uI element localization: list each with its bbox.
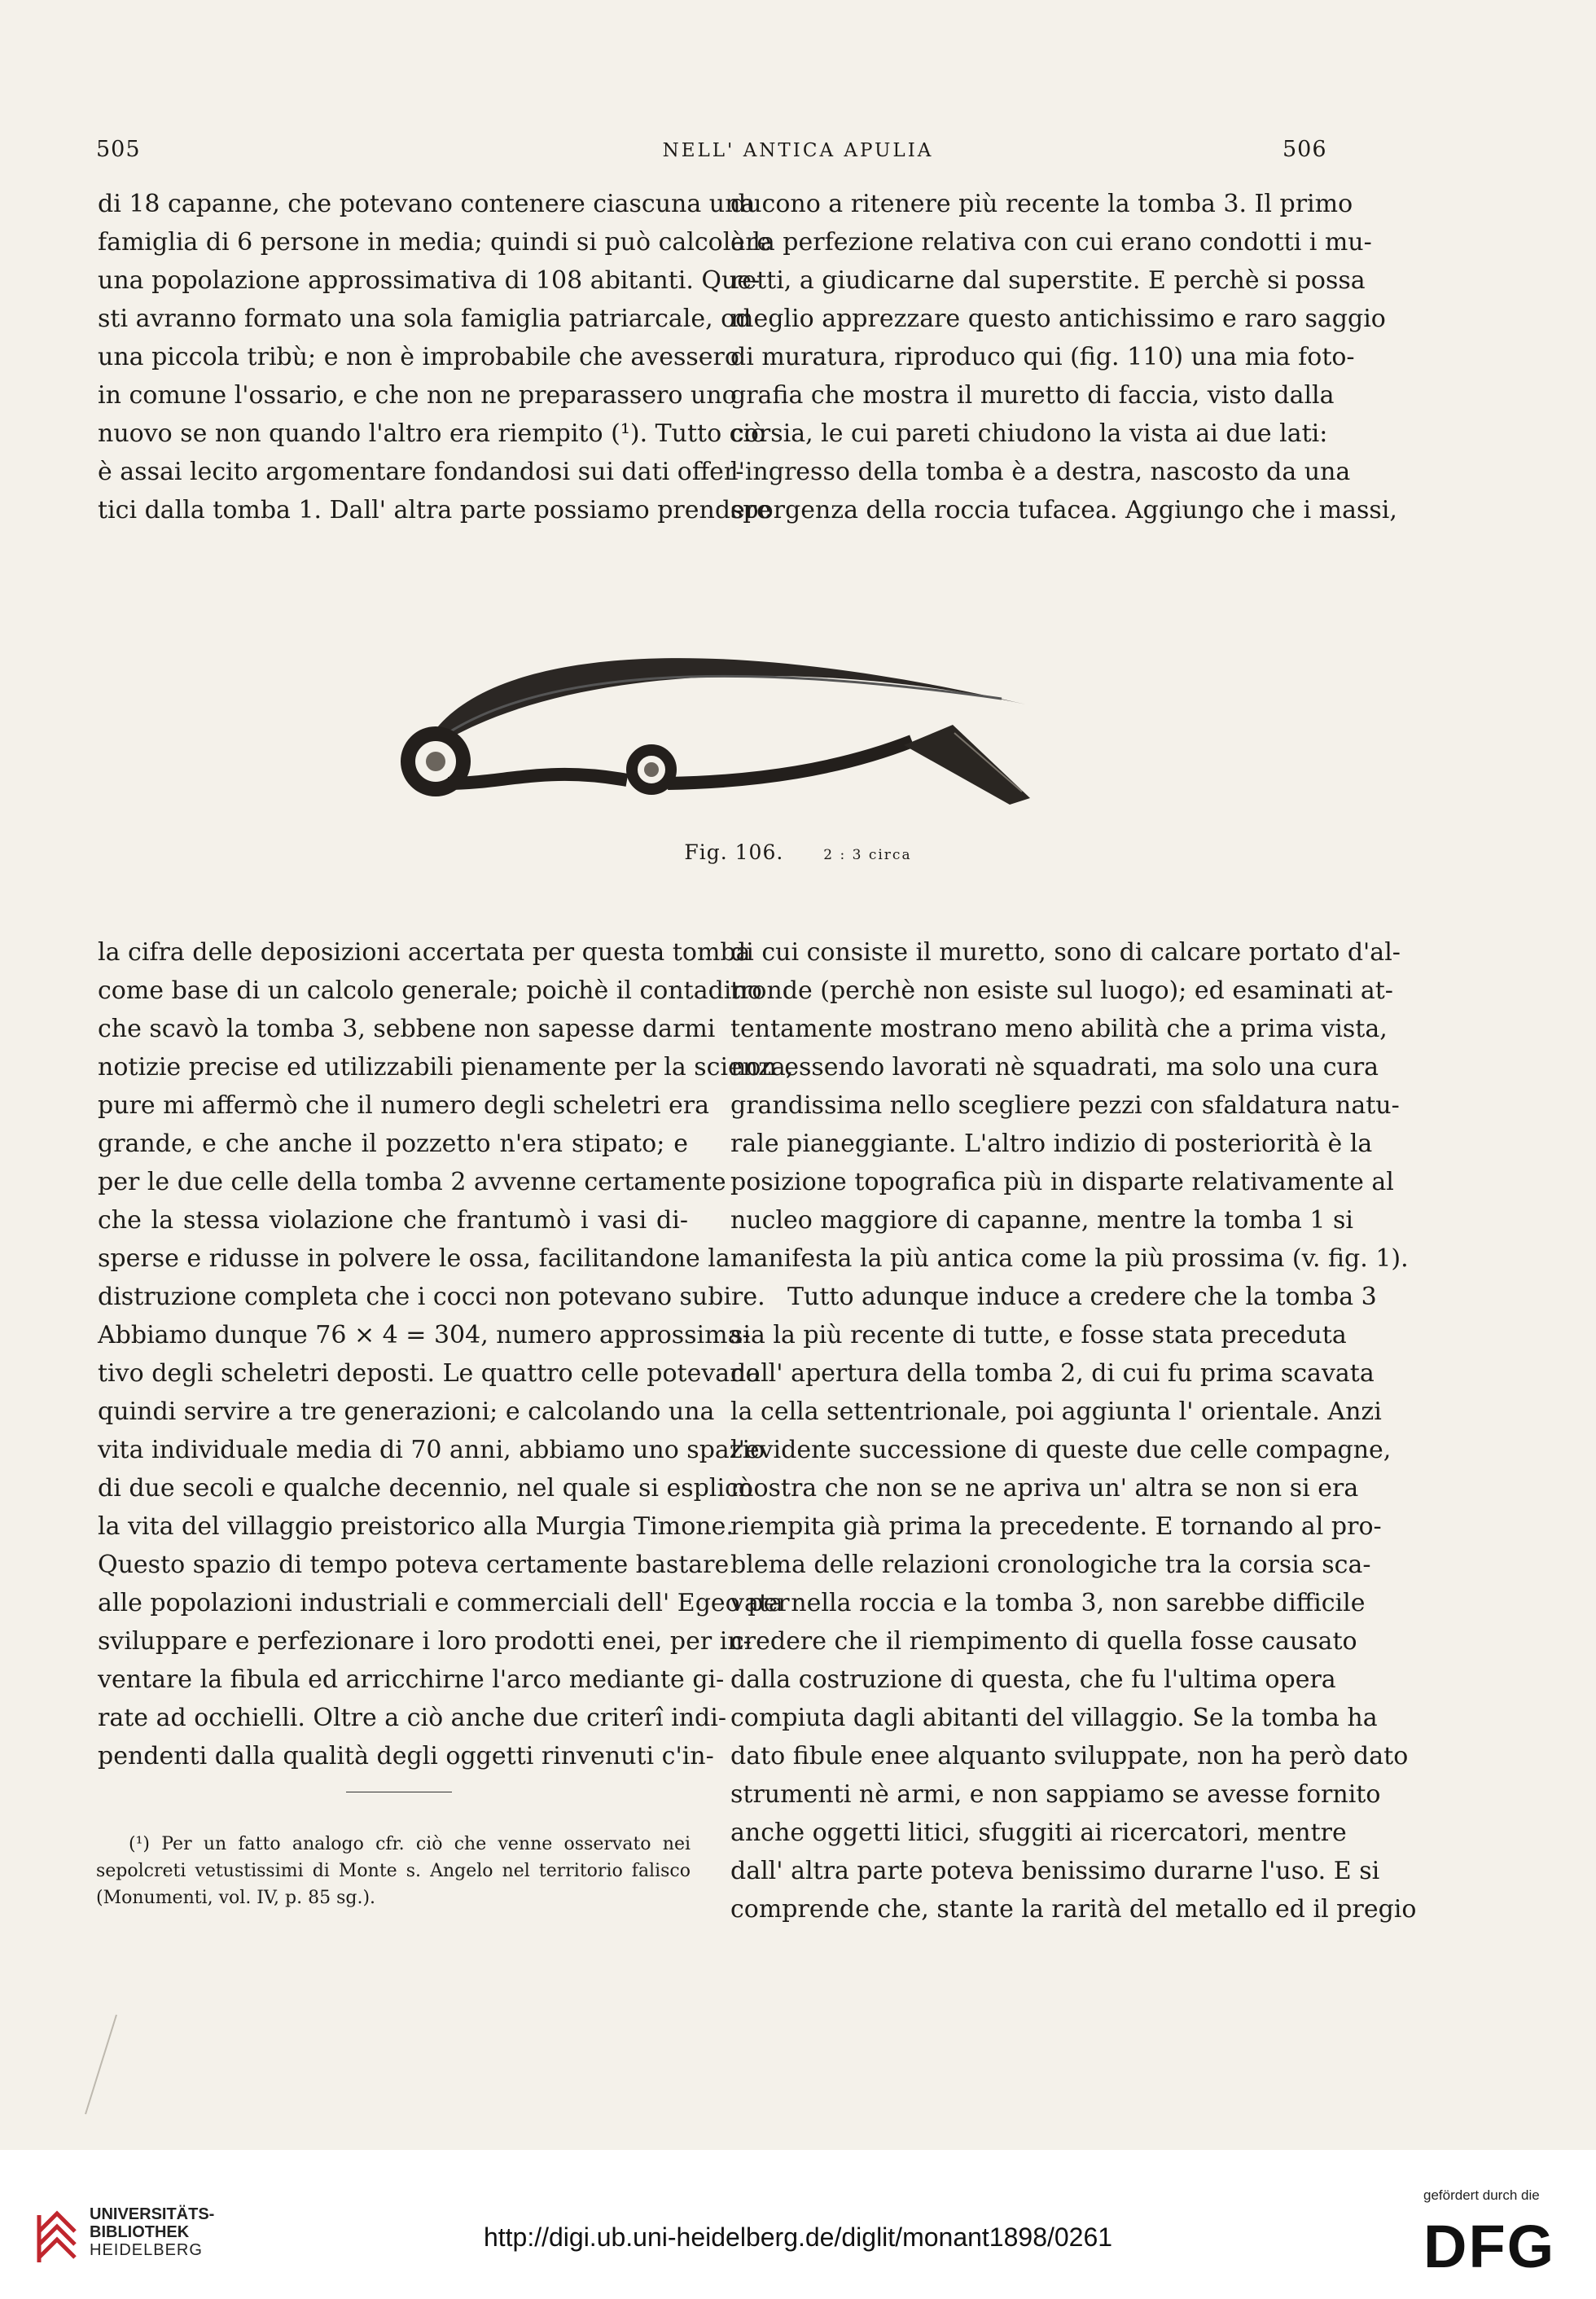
text-line: distruzione completa che i cocci non potevano subire. <box>98 1283 765 1311</box>
text-line: è assai lecito argomentare fondandosi sui dati offer- <box>98 458 744 486</box>
text-line: notizie precise ed utilizzabili pienamente per la scienza, <box>98 1053 794 1081</box>
text-line: rale pianeggiante. L'altro indizio di posteriorità è la <box>730 1130 1373 1158</box>
text-line: vata nella roccia e la tomba 3, non sarebbe difficile <box>730 1589 1366 1617</box>
text-line: grande, e che anche il pozzetto n'era stipato; e <box>98 1130 688 1158</box>
dfg-logo: DFG <box>1423 2213 1556 2280</box>
text-line: dato fibule enee alquanto sviluppate, non ha però dato <box>730 1742 1409 1770</box>
text-line: retti, a giudicarne dal superstite. E perchè si possa <box>730 266 1366 295</box>
text-line: come base di un calcolo generale; poichè il contadino <box>98 976 762 1005</box>
funding-note: gefördert durch die <box>1423 2187 1540 2203</box>
text-line: in comune l'ossario, e che non ne preparassero uno <box>98 381 737 410</box>
text-line: blema delle relazioni cronologiche tra la corsia sca- <box>730 1551 1371 1579</box>
text-line: pure mi affermò che il numero degli scheletri era <box>98 1091 710 1120</box>
text-line: nuovo se non quando l'altro era riempito (¹). Tutto ciò <box>98 419 766 448</box>
text-line: mostra che non se ne apriva un' altra se non si era <box>730 1474 1359 1503</box>
text-line: ducono a ritenere più recente la tomba 3. Il primo <box>730 190 1353 218</box>
text-line: quindi servire a tre generazioni; e calcolando una <box>98 1397 715 1426</box>
scan-mark <box>77 2012 126 2117</box>
text-line: grafia che mostra il muretto di faccia, visto dalla <box>730 381 1335 410</box>
library-name-line: BIBLIOTHEK <box>90 2223 190 2241</box>
text-line: di 18 capanne, che potevano contenere ciascuna una <box>98 190 756 218</box>
text-line: una popolazione approssimativa di 108 abitanti. Que- <box>98 266 761 295</box>
text-line: vita individuale media di 70 anni, abbiamo uno spazio <box>98 1436 765 1464</box>
footnote-line: (¹) Per un fatto analogo cfr. ciò che venne osservato nei <box>129 1834 691 1854</box>
text-line: di cui consiste il muretto, sono di calcare portato d'al- <box>730 938 1401 967</box>
text-line: Questo spazio di tempo poteva certamente bastare <box>98 1551 730 1579</box>
column-bottom-left <box>98 933 794 1775</box>
page-number-right: 506 <box>1282 137 1327 162</box>
text-line: sporgenza della roccia tufacea. Aggiungo che i massi, <box>730 496 1397 524</box>
text-line: la cella settentrionale, poi aggiunta l' orientale. Anzi <box>730 1397 1382 1426</box>
text-line: strumenti nè armi, e non sappiamo se avesse fornito <box>730 1780 1381 1809</box>
text-line: l'ingresso della tomba è a destra, nascosto da una <box>730 458 1351 486</box>
text-line: famiglia di 6 persone in media; quindi si può calcolare <box>98 228 772 257</box>
text-line: tici dalla tomba 1. Dall' altra parte possiamo prendere <box>98 496 771 524</box>
text-line: tentamente mostrano meno abilità che a prima vista, <box>730 1015 1388 1043</box>
fibula-illustration <box>383 603 1050 823</box>
text-line: credere che il riempimento di quella fosse causato <box>730 1627 1357 1656</box>
library-name-line: UNIVERSITÄTS- <box>90 2205 215 2223</box>
text-line: manifesta la più antica come la più prossima (v. fig. 1). <box>730 1244 1409 1273</box>
text-line: compiuta dagli abitanti del villaggio. Se la tomba ha <box>730 1704 1378 1732</box>
footnote <box>96 1831 691 1911</box>
text-line: posizione topografica più in disparte relativamente al <box>730 1168 1394 1196</box>
library-name-line: HEIDELBERG <box>90 2241 203 2259</box>
column-top-right <box>730 185 1397 529</box>
running-title: NELL' ANTICA APULIA <box>662 140 934 161</box>
text-line: comprende che, stante la rarità del metallo ed il pregio <box>730 1895 1417 1924</box>
text-line: grandissima nello scegliere pezzi con sfaldatura natu- <box>730 1091 1400 1120</box>
text-line: tivo degli scheletri deposti. Le quattro celle potevano <box>98 1359 761 1388</box>
text-line: sperse e ridusse in polvere le ossa, facilitandone la <box>98 1244 730 1273</box>
text-line: meglio apprezzare questo antichissimo e raro saggio <box>730 305 1386 333</box>
text-line: ventare la fibula ed arricchirne l'arco mediante gi- <box>98 1665 725 1694</box>
column-bottom-right <box>730 933 1417 1928</box>
text-line: riempita già prima la precedente. E tornando al pro- <box>730 1512 1382 1541</box>
text-line: l'evidente successione di queste due celle compagne, <box>730 1436 1392 1464</box>
column-top-left <box>98 185 772 529</box>
text-line: che scavò la tomba 3, sebbene non sapesse darmi <box>98 1015 716 1043</box>
figure-caption <box>0 840 1596 864</box>
text-line: dall' altra parte poteva benissimo durarne l'uso. E si <box>730 1857 1380 1885</box>
text-line: pendenti dalla qualità degli oggetti rinvenuti c'in- <box>98 1742 714 1770</box>
text-line: la vita del villaggio preistorico alla Murgia Timone. <box>98 1512 734 1541</box>
text-line: per le due celle della tomba 2 avvenne certamente <box>98 1168 726 1196</box>
text-line: sti avranno formato una sola famiglia patriarcale, od <box>98 305 752 333</box>
text-line: tronde (perchè non esiste sul luogo); ed esaminati at- <box>730 976 1393 1005</box>
text-line: non essendo lavorati nè squadrati, ma solo una cura <box>730 1053 1379 1081</box>
text-line: corsia, le cui pareti chiudono la vista ai due lati: <box>730 419 1328 448</box>
text-line: alle popolazioni industriali e commerciali dell' Egeo per <box>98 1589 790 1617</box>
footnote-line: (Monumenti, vol. IV, p. 85 sg.). <box>96 1888 376 1908</box>
text-line: una piccola tribù; e non è improbabile che avessero <box>98 343 739 371</box>
text-line: è la perfezione relativa con cui erano condotti i mu- <box>730 228 1372 257</box>
text-line: che la stessa violazione che frantumò i vasi di- <box>98 1206 688 1235</box>
text-line: di due secoli e qualche decennio, nel quale si esplicò <box>98 1474 753 1503</box>
text-line: dall' apertura della tomba 2, di cui fu prima scavata <box>730 1359 1375 1388</box>
text-line: sia la più recente di tutte, e fosse stata preceduta <box>730 1321 1347 1349</box>
text-line: rate ad occhielli. Oltre a ciò anche due criterî indi- <box>98 1704 726 1732</box>
text-line: anche oggetti litici, sfuggiti ai ricercatori, mentre <box>730 1819 1347 1847</box>
footnote-line: sepolcreti vetustissimi di Monte s. Angelo nel territorio falisco <box>96 1861 691 1881</box>
text-line: nucleo maggiore di capanne, mentre la tomba 1 si <box>730 1206 1354 1235</box>
text-line: Abbiamo dunque 76 × 4 = 304, numero approssima- <box>98 1321 751 1349</box>
text-line: Tutto adunque induce a credere che la tomba 3 <box>787 1283 1377 1311</box>
text-line: sviluppare e perfezionare i loro prodotti enei, per in- <box>98 1627 752 1656</box>
figure-scale: 2 : 3 circa <box>823 847 912 863</box>
text-line: la cifra delle deposizioni accertata per questa tomba <box>98 938 751 967</box>
page-number-left: 505 <box>96 137 141 162</box>
permalink-url[interactable]: http://digi.ub.uni-heidelberg.de/diglit/monant1898/0261 <box>483 2222 1113 2252</box>
figure-label: Fig. 106. <box>684 840 784 864</box>
text-line: di muratura, riproduco qui (fig. 110) una mia foto- <box>730 343 1355 371</box>
text-line: dalla costruzione di questa, che fu l'ultima opera <box>730 1665 1336 1694</box>
digitization-footer <box>0 2150 1596 2299</box>
